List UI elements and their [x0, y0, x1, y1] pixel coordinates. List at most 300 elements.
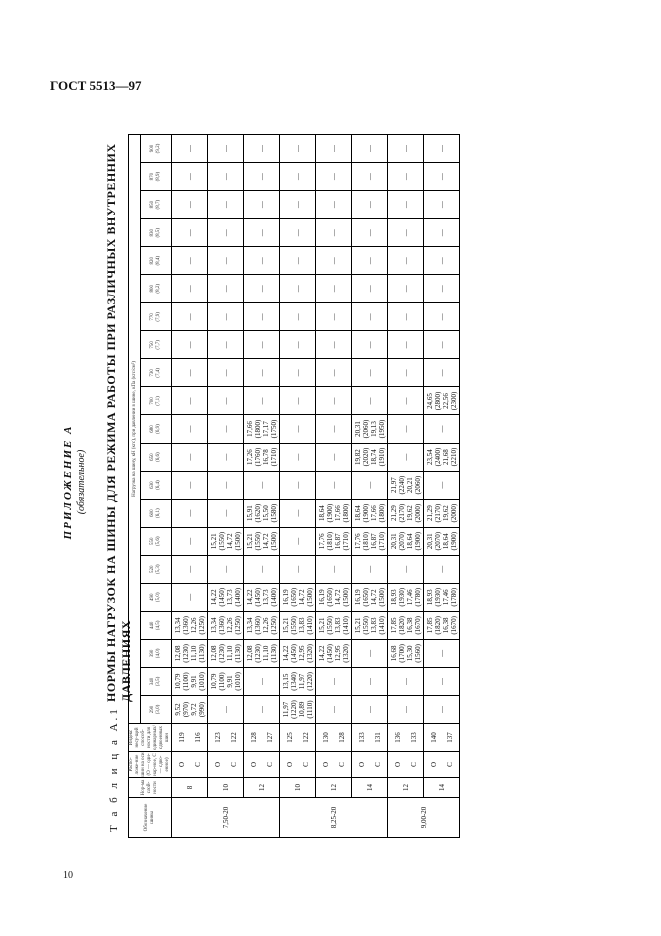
pressure-kgf: (3,5)	[156, 676, 161, 687]
load-value-cell: —	[316, 219, 352, 247]
load-value-cell: —	[424, 275, 460, 303]
load-value-cell: —	[280, 415, 316, 443]
col-header-ply-rating: Нор-ма слой-ности	[129, 778, 172, 798]
load-value-cell: —	[208, 163, 244, 191]
load-value-cell: —	[316, 275, 352, 303]
table-row	[280, 135, 316, 838]
load-value-cell: 10,79 (1100) 9,91 (1010)	[208, 667, 244, 695]
load-value-cell: —	[172, 499, 208, 527]
mode-dual: С	[301, 762, 310, 767]
pressure-kgf: (5,6)	[156, 536, 161, 546]
load-value-cell: —	[244, 555, 280, 583]
load-value-cell: 16,68 (1700) 15,30 (1560)	[388, 639, 424, 667]
load-value-cell: —	[424, 555, 460, 583]
load-value-cell: 10,79 (1100) 9,91 (1010)	[172, 667, 208, 695]
pressure-kpa: 850	[150, 200, 155, 209]
load-value-cell: —	[244, 471, 280, 499]
load-value-cell: —	[352, 667, 388, 695]
load-value-cell: —	[172, 415, 208, 443]
load-value-cell: —	[280, 275, 316, 303]
load-value-cell: —	[280, 527, 316, 555]
load-value-cell: —	[172, 275, 208, 303]
table-row	[316, 135, 352, 838]
load-value-cell: 21,29 (2170) 19,62 (2000)	[388, 499, 424, 527]
load-value-cell: 24,65 (2800) 22,56 (2300)	[424, 387, 460, 415]
load-value-cell: —	[424, 219, 460, 247]
load-value-cell: —	[172, 583, 208, 611]
load-value-cell: —	[208, 695, 244, 723]
load-value-cell: —	[388, 219, 424, 247]
pressure-col-header	[141, 443, 172, 471]
load-value-cell: 16,19 (1650) 14,72 (1500)	[352, 583, 388, 611]
rotated-page-content	[60, 102, 620, 862]
mode-dual: С	[265, 762, 274, 767]
load-value-cell: —	[280, 443, 316, 471]
load-value-cell: —	[244, 247, 280, 275]
load-value-cell: 12,08 (1230) 11,10 (1130)	[244, 639, 280, 667]
load-value-cell: —	[208, 415, 244, 443]
pressure-kpa: 290	[150, 705, 155, 714]
load-value-cell: 13,15 (1340) 11,97 (1220)	[280, 667, 316, 695]
load-value-cell: 23,54 (2400) 21,68 (2210)	[424, 443, 460, 471]
load-value-cell: —	[244, 275, 280, 303]
load-index-single: 133	[357, 732, 366, 743]
load-value-cell: —	[244, 219, 280, 247]
pressure-kgf: (7,4)	[156, 368, 161, 378]
load-index-single: 119	[177, 732, 186, 743]
load-value-cell: —	[208, 331, 244, 359]
load-value-cell: —	[424, 303, 460, 331]
table-row	[424, 135, 460, 838]
pressure-col-header	[141, 499, 172, 527]
load-value-cell: 17,85 (1820) 16,38 (1670)	[388, 611, 424, 639]
pressure-kgf: (7,7)	[156, 340, 161, 350]
load-index-dual: 116	[193, 732, 202, 743]
mode-dual: С	[445, 762, 454, 767]
pressure-kgf: (8,7)	[156, 199, 161, 210]
load-value-cell: 18,93 (1930) 17,46 (1780)	[424, 583, 460, 611]
pressure-kgf: (7,9)	[156, 312, 161, 322]
pressure-col-header	[141, 471, 172, 499]
pressure-kpa: 770	[150, 313, 155, 321]
mode-dual: С	[409, 762, 418, 767]
load-value-cell: 14,22 (1450) 13,73 (1400)	[208, 583, 244, 611]
load-value-cell: —	[172, 527, 208, 555]
load-value-cell: 15,21 (1550) 14,72 (1500)	[244, 527, 280, 555]
tire-designation: 9,00-20	[388, 798, 460, 838]
mode-single: О	[285, 761, 294, 768]
ply-rating: 8	[172, 778, 208, 798]
load-index	[316, 724, 352, 752]
load-value-cell: 13,34 (1360) 12,26 (1250)	[172, 611, 208, 639]
load-index-single: 125	[285, 732, 294, 743]
load-value-cell: 18,64 (1900) 17,66 (1800)	[316, 499, 352, 527]
load-value-cell: 14,22 (1450) 12,95 (1320)	[316, 639, 352, 667]
page-number: 10	[63, 870, 73, 881]
col-header-mode: Распо-ложе-ние шин на оси (О — оди-нар-ное, С — сдво-енное)	[129, 752, 170, 777]
ply-rating: 12	[244, 778, 280, 798]
axle-mode	[208, 752, 244, 778]
ply-rating: 12	[316, 778, 352, 798]
pressure-col-header	[141, 611, 172, 639]
load-value-cell: —	[424, 191, 460, 219]
load-index	[208, 724, 244, 752]
load-value-cell: —	[352, 639, 388, 667]
load-value-cell: —	[208, 135, 244, 163]
load-value-cell: —	[316, 667, 352, 695]
mode-dual: С	[193, 762, 202, 767]
pressure-kgf: (8,4)	[156, 255, 161, 266]
axle-mode	[388, 752, 424, 778]
load-value-cell: —	[352, 191, 388, 219]
load-index	[352, 724, 388, 752]
pressure-kpa: 830	[150, 228, 155, 237]
load-value-cell: —	[424, 331, 460, 359]
tire-designation: 7,50-20	[172, 798, 280, 838]
axle-mode	[424, 752, 460, 778]
load-value-cell: 15,91 (1620) 15,50 (1580)	[244, 499, 280, 527]
axle-mode	[244, 752, 280, 778]
load-value-cell: —	[388, 191, 424, 219]
load-index-dual: 122	[301, 732, 310, 743]
load-value-cell: 15,21 (1550) 13,83 (1410)	[280, 611, 316, 639]
load-value-cell: —	[208, 555, 244, 583]
table-row	[352, 135, 388, 838]
load-value-cell: —	[172, 303, 208, 331]
load-value-cell: —	[424, 247, 460, 275]
load-value-cell: —	[280, 303, 316, 331]
pressure-col-header	[141, 639, 172, 667]
load-value-cell: —	[352, 247, 388, 275]
load-value-cell: —	[208, 219, 244, 247]
pressure-col-header	[141, 415, 172, 443]
load-value-cell: —	[388, 415, 424, 443]
pressure-kgf: (9,2)	[156, 143, 161, 154]
load-value-cell: —	[172, 219, 208, 247]
load-value-cell: —	[172, 191, 208, 219]
pressure-kpa: 900	[150, 144, 155, 153]
load-value-cell: —	[244, 191, 280, 219]
load-value-cell: —	[316, 387, 352, 415]
mode-dual: С	[229, 762, 238, 767]
col-header-load-index: Индекс несу-щей способ-ности для одинарных/сдвоенных шин	[129, 725, 170, 750]
load-norms-table	[128, 134, 460, 838]
load-index-dual: 128	[337, 732, 346, 743]
pressure-kgf: (4,0)	[156, 648, 161, 659]
pressure-kgf: (8,5)	[156, 227, 161, 238]
load-value-cell: —	[388, 555, 424, 583]
load-value-cell: —	[388, 387, 424, 415]
load-value-cell: 14,22 (1450) 13,73 (1400)	[244, 583, 280, 611]
pressure-kpa: 700	[150, 397, 155, 405]
pressure-col-header	[141, 667, 172, 695]
pressure-col-header	[141, 695, 172, 723]
ply-rating: 14	[352, 778, 388, 798]
pressure-kpa: 550	[150, 537, 155, 545]
load-value-cell: —	[388, 247, 424, 275]
pressure-kgf: (6,6)	[156, 452, 161, 462]
pressure-col-header	[141, 163, 172, 191]
load-value-cell: —	[208, 443, 244, 471]
pressure-kgf: (6,9)	[156, 424, 161, 434]
load-index-dual: 127	[265, 732, 274, 743]
load-value-cell: —	[172, 471, 208, 499]
load-value-cell: —	[352, 275, 388, 303]
pressure-col-header	[141, 527, 172, 555]
load-value-cell: —	[244, 331, 280, 359]
load-value-cell: —	[352, 387, 388, 415]
pressure-kgf: (6,4)	[156, 480, 161, 490]
load-value-cell: 15,21 (1550) 14,72 (1500)	[208, 527, 244, 555]
pressure-kgf: (7,1)	[156, 396, 161, 406]
load-value-cell: —	[280, 331, 316, 359]
pressure-kpa: 340	[150, 677, 155, 686]
load-value-cell: —	[352, 359, 388, 387]
load-value-cell: —	[208, 275, 244, 303]
load-value-cell: —	[244, 359, 280, 387]
load-value-cell: —	[424, 471, 460, 499]
load-value-cell: 17,76 (1810) 16,87 (1710)	[316, 527, 352, 555]
pressure-kpa: 680	[150, 425, 155, 433]
load-value-cell: —	[244, 135, 280, 163]
load-value-cell: —	[352, 331, 388, 359]
load-index	[172, 724, 208, 752]
load-value-cell: —	[388, 135, 424, 163]
load-value-cell: —	[316, 359, 352, 387]
pressure-col-header	[141, 555, 172, 583]
load-value-cell: —	[208, 499, 244, 527]
pressure-kpa: 440	[150, 621, 155, 630]
load-index	[424, 724, 460, 752]
load-index-dual: 133	[409, 732, 418, 743]
load-index-dual: 122	[229, 732, 238, 743]
axle-mode	[172, 752, 208, 778]
pressure-col-header	[141, 219, 172, 247]
load-value-cell: —	[172, 359, 208, 387]
load-value-cell: —	[208, 303, 244, 331]
load-value-cell: 20,31 (2070) 18,64 (1900)	[424, 527, 460, 555]
appendix-subtitle: (обязательное)	[76, 449, 87, 515]
pressure-col-header	[141, 275, 172, 303]
pressure-col-header	[141, 135, 172, 163]
load-value-cell: —	[244, 695, 280, 723]
load-value-cell: —	[352, 135, 388, 163]
load-value-cell: —	[424, 359, 460, 387]
pressure-col-header	[141, 191, 172, 219]
header-row-1	[129, 135, 141, 838]
load-value-cell: 21,97 (2240) 20,21 (2060)	[388, 471, 424, 499]
load-value-cell: —	[208, 387, 244, 415]
pressure-kpa: 520	[150, 565, 155, 573]
load-value-cell: 17,26 (1760) 16,78 (1710)	[244, 443, 280, 471]
load-value-cell: —	[316, 695, 352, 723]
load-value-cell: —	[316, 247, 352, 275]
load-value-cell: 16,19 (1650) 14,72 (1500)	[316, 583, 352, 611]
load-value-cell: —	[244, 387, 280, 415]
load-value-cell: —	[424, 667, 460, 695]
ply-rating: 14	[424, 778, 460, 798]
load-value-cell: —	[280, 163, 316, 191]
load-value-cell: —	[352, 219, 388, 247]
load-value-cell: —	[280, 247, 316, 275]
pressure-col-header	[141, 331, 172, 359]
load-value-cell: —	[388, 695, 424, 723]
load-value-cell: 15,21 (1550) 13,83 (1410)	[352, 611, 388, 639]
load-value-cell: —	[424, 639, 460, 667]
table-row	[388, 135, 424, 838]
col-header-load-group: Нагрузка на шину, кН (кгс), при давлении в шине, кПа (кгс/см²)	[129, 135, 141, 724]
pressure-col-header	[141, 303, 172, 331]
load-value-cell: 11,97 (1220) 10,89 (1110)	[280, 695, 316, 723]
ply-rating: 10	[280, 778, 316, 798]
mode-single: О	[177, 761, 186, 768]
load-index-dual: 137	[445, 732, 454, 743]
load-value-cell: —	[388, 359, 424, 387]
load-value-cell: —	[172, 163, 208, 191]
load-value-cell: —	[172, 555, 208, 583]
mode-single: О	[213, 761, 222, 768]
load-index-single: 136	[393, 732, 402, 743]
pressure-kpa: 390	[150, 649, 155, 658]
load-value-cell: —	[424, 135, 460, 163]
load-value-cell: 13,34 (1360) 12,26 (1250)	[244, 611, 280, 639]
load-index-single: 130	[321, 732, 330, 743]
col-header-designation: Обозначение шины	[129, 798, 172, 838]
load-value-cell: 20,31 (2070) 18,64 (1900)	[388, 527, 424, 555]
load-value-cell: —	[352, 555, 388, 583]
load-value-cell: —	[280, 555, 316, 583]
pressure-col-header	[141, 359, 172, 387]
load-index-single: 123	[213, 732, 222, 743]
load-value-cell: —	[388, 331, 424, 359]
mode-single: О	[357, 761, 366, 768]
pressure-kgf: (5,3)	[156, 564, 161, 575]
load-index	[388, 724, 424, 752]
load-value-cell: —	[388, 443, 424, 471]
load-value-cell: —	[244, 667, 280, 695]
axle-mode	[316, 752, 352, 778]
table-body	[172, 135, 460, 838]
mode-single: О	[249, 761, 258, 768]
pressure-col-header	[141, 247, 172, 275]
load-value-cell: —	[316, 555, 352, 583]
load-value-cell: —	[424, 415, 460, 443]
mode-single: О	[429, 761, 438, 768]
load-value-cell: —	[244, 163, 280, 191]
pressure-kgf: (8,2)	[156, 283, 161, 294]
load-index	[244, 724, 280, 752]
load-value-cell: —	[172, 247, 208, 275]
pressure-kpa: 730	[150, 369, 155, 377]
mode-single: О	[321, 761, 330, 768]
load-value-cell: —	[352, 303, 388, 331]
load-value-cell: 12,08 (1230) 11,10 (1130)	[172, 639, 208, 667]
load-value-cell: —	[424, 163, 460, 191]
load-value-cell: —	[316, 443, 352, 471]
mode-dual: С	[337, 762, 346, 767]
pressure-kgf: (3,0)	[156, 704, 161, 715]
pressure-kpa: 600	[150, 509, 155, 517]
load-value-cell: —	[172, 331, 208, 359]
load-value-cell: 20,31 (2060) 19,13 (1950)	[352, 415, 388, 443]
load-value-cell: —	[280, 387, 316, 415]
load-value-cell: 19,82 (2020) 18,74 (1910)	[352, 443, 388, 471]
load-index-single: 140	[429, 732, 438, 743]
pressure-kgf: (6,1)	[156, 508, 161, 518]
load-value-cell: —	[424, 695, 460, 723]
load-value-cell: 15,21 (1550) 13,83 (1410)	[316, 611, 352, 639]
mode-dual: С	[373, 762, 382, 767]
table-row	[244, 135, 280, 838]
pressure-kpa: 750	[150, 341, 155, 349]
load-value-cell: —	[352, 471, 388, 499]
pressure-kpa: 630	[150, 481, 155, 489]
ply-rating: 12	[388, 778, 424, 798]
load-value-cell: —	[316, 471, 352, 499]
load-value-cell: —	[352, 163, 388, 191]
load-value-cell: 17,85 (1820) 16,38 (1670)	[424, 611, 460, 639]
load-value-cell: —	[316, 191, 352, 219]
pressure-kpa: 820	[150, 256, 155, 265]
load-value-cell: —	[388, 163, 424, 191]
load-value-cell: —	[208, 247, 244, 275]
load-value-cell: —	[316, 415, 352, 443]
load-value-cell: 9,52 (970) 9,72 (990)	[172, 695, 208, 723]
load-value-cell: 21,29 (2170) 19,62 (2000)	[424, 499, 460, 527]
load-value-cell: —	[280, 191, 316, 219]
table-row	[208, 135, 244, 838]
load-index-single: 128	[249, 732, 258, 743]
load-value-cell: —	[280, 135, 316, 163]
load-value-cell: —	[280, 471, 316, 499]
pressure-kpa: 870	[150, 172, 155, 181]
load-value-cell: —	[388, 275, 424, 303]
pressure-kpa: 650	[150, 453, 155, 461]
load-value-cell: —	[244, 303, 280, 331]
pressure-kgf: (8,9)	[156, 171, 161, 182]
load-value-cell: 16,19 (1650) 14,72 (1500)	[280, 583, 316, 611]
load-value-cell: —	[172, 135, 208, 163]
table-label: Т а б л и ц а А.1	[108, 706, 120, 832]
pressure-col-header	[141, 583, 172, 611]
pressure-kgf: (5,0)	[156, 592, 161, 603]
axle-mode	[280, 752, 316, 778]
load-value-cell: —	[280, 499, 316, 527]
load-value-cell: —	[316, 163, 352, 191]
load-value-cell: —	[172, 387, 208, 415]
table-title: НОРМЫ НАГРУЗОК НА ШИНЫ ДЛЯ РЕЖИМА РАБОТЫ ПРИ РАЗЛИЧНЫХ ВНУТРЕННИХ ДАВЛЕНИЯХ	[104, 143, 133, 702]
load-value-cell: —	[352, 695, 388, 723]
load-value-cell: —	[208, 191, 244, 219]
axle-mode	[352, 752, 388, 778]
load-value-cell: 12,08 (1230) 11,10 (1130)	[208, 639, 244, 667]
load-value-cell: 14,22 (1450) 12,95 (1320)	[280, 639, 316, 667]
load-value-cell: —	[280, 359, 316, 387]
load-value-cell: 18,64 (1900) 17,66 (1800)	[352, 499, 388, 527]
load-value-cell: —	[316, 303, 352, 331]
load-value-cell: 17,76 (1810) 16,87 (1710)	[352, 527, 388, 555]
pressure-kgf: (4,5)	[156, 620, 161, 631]
load-value-cell: —	[172, 443, 208, 471]
mode-single: О	[393, 761, 402, 768]
pressure-col-header	[141, 387, 172, 415]
pressure-kpa: 800	[150, 285, 155, 293]
load-value-cell: —	[388, 667, 424, 695]
load-value-cell: —	[280, 219, 316, 247]
load-index	[280, 724, 316, 752]
load-index-dual: 131	[373, 732, 382, 743]
load-value-cell: —	[208, 471, 244, 499]
